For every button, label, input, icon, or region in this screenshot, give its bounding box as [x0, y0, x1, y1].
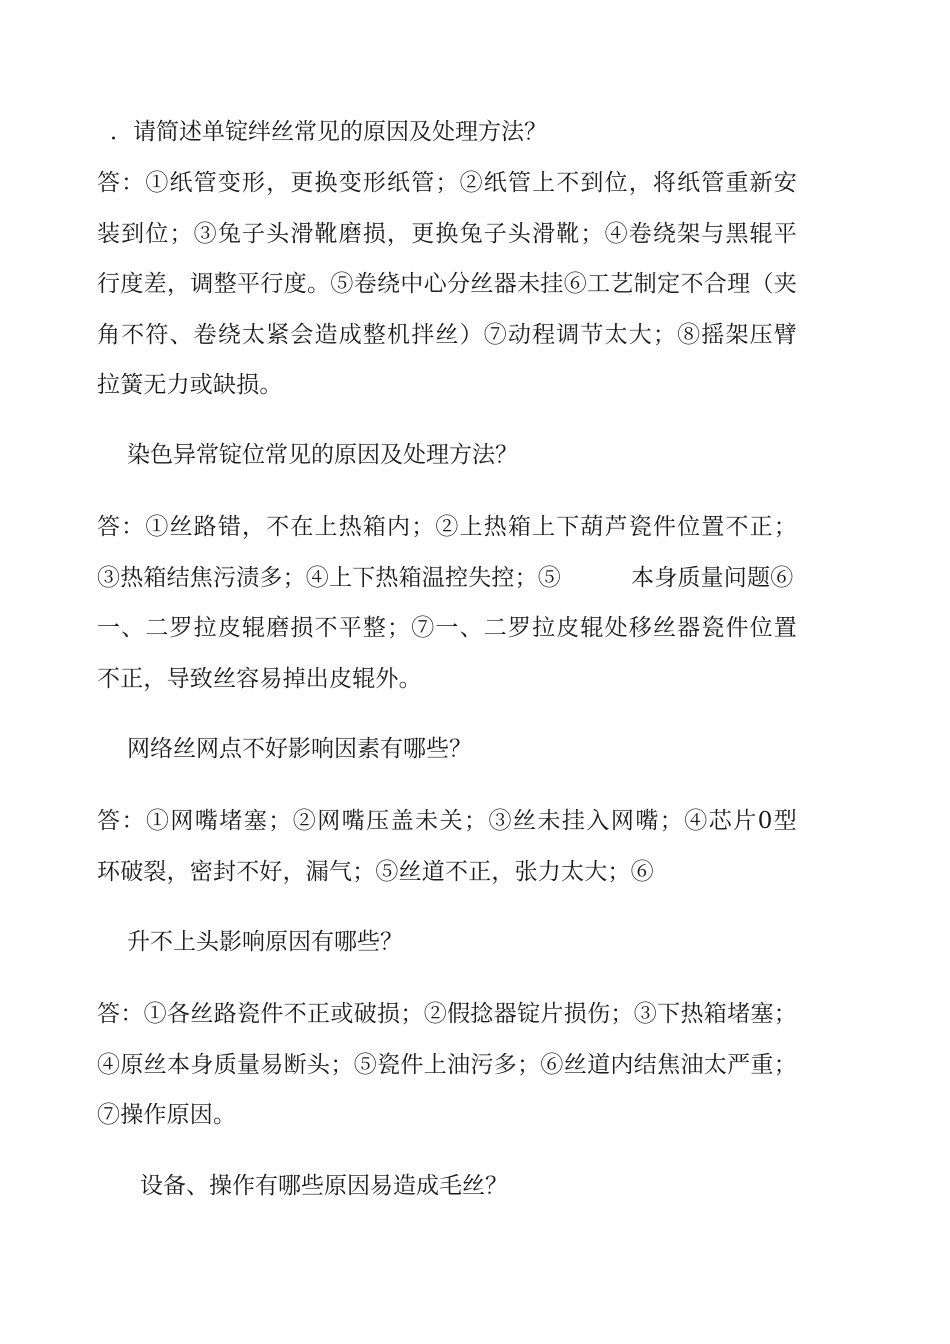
answer-1-line-3: 行度差，调整平行度。⑤卷绕中心分丝器未挂⑥工艺制定不合理（夹: [97, 271, 797, 297]
question-2: 染色异常锭位常见的原因及处理方法？: [127, 442, 518, 468]
answer-1-line-4: 角不符、卷绕太紧会造成整机拌丝）⑦动程调节太大；⑧摇架压臂: [97, 322, 797, 348]
answer-2-line-2-part-2: 本身质量问题⑥: [631, 565, 794, 591]
answer-4-line-2: ④原丝本身质量易断头；⑤瓷件上油污多；⑥丝道内结焦油太严重；: [97, 1052, 797, 1078]
answer-3-line-2: 环破裂，密封不好，漏气；⑤丝道不正，张力太大；⑥: [97, 859, 654, 885]
question-4: 升不上头影响原因有哪些？: [127, 929, 403, 955]
question-5: 设备、操作有哪些原因易造成毛丝？: [140, 1173, 508, 1199]
answer-2-line-1: 答：①丝路错，不在上热箱内；②上热箱上下葫芦瓷件位置不正；: [97, 514, 797, 540]
answer-2-line-4: 不正，导致丝容易掉出皮辊外。: [97, 666, 422, 692]
answer-2-line-2-part-1: ③热箱结焦污渍多；④上下热箱温控失控；⑤: [97, 565, 561, 591]
answer-4-line-1: 答：①各丝路瓷件不正或破损；②假捻器锭片损伤；③下热箱堵塞；: [97, 1001, 797, 1027]
answer-4-line-3: ⑦操作原因。: [97, 1102, 237, 1128]
question-1: ．请简述单锭绊丝常见的原因及处理方法？: [110, 119, 547, 145]
answer-3-line-1: 答：①网嘴堵塞；②网嘴压盖未关；③丝未挂入网嘴；④芯片0型: [97, 808, 797, 834]
answer-1-line-5: 拉簧无力或缺损。: [97, 372, 283, 398]
question-3: 网络丝网点不好影响因素有哪些？: [127, 736, 472, 762]
answer-2-line-2: [97, 563, 797, 593]
answer-2-line-3: 一、二罗拉皮辊磨损不平整；⑦一、二罗拉皮辊处移丝器瓷件位置: [97, 615, 797, 641]
answer-1-line-1: 答：①纸管变形，更换变形纸管；②纸管上不到位，将纸管重新安: [97, 170, 797, 196]
answer-1-line-2: 装到位；③兔子头滑靴磨损，更换兔子头滑靴；④卷绕架与黑辊平: [97, 221, 797, 247]
